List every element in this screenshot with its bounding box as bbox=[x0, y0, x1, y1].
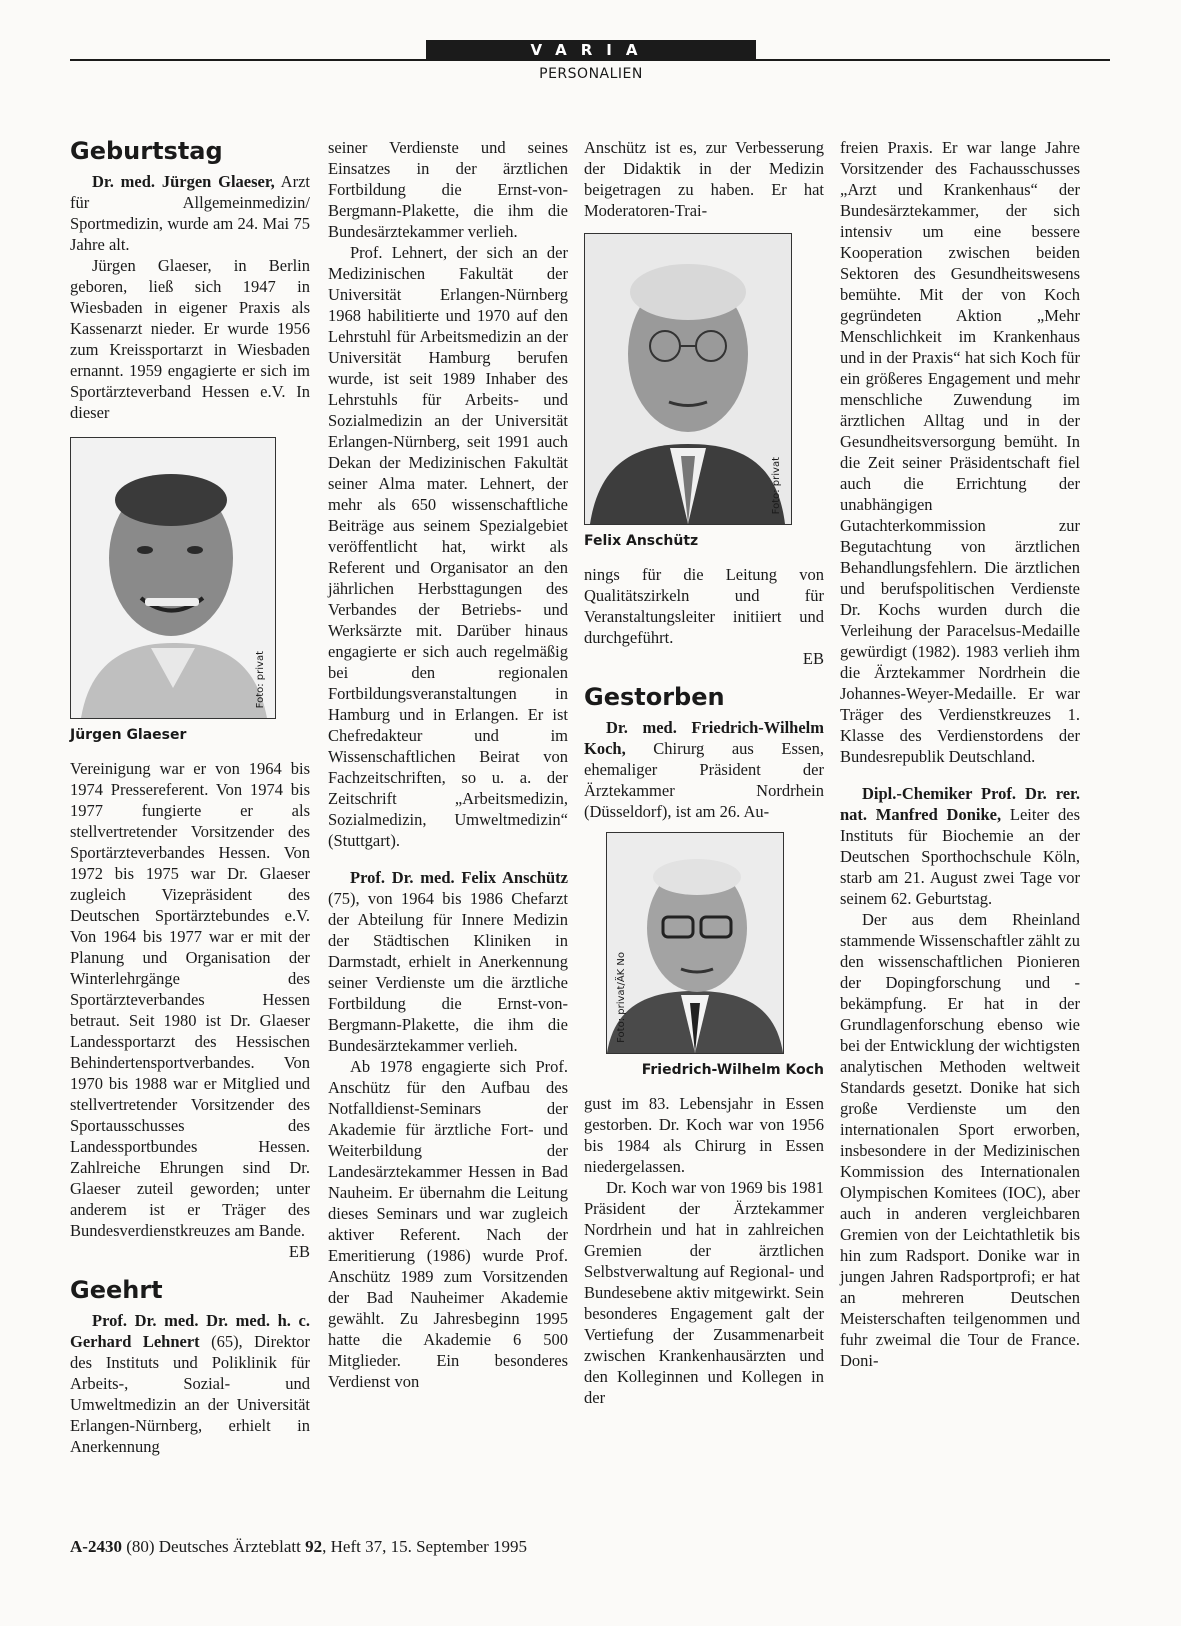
portrait-anschuetz bbox=[585, 234, 791, 524]
glaeser-paragraph-2: Jürgen Glaeser, in Berlin geboren, ließ sich 1947 in Wiesbaden in eigener Praxis als Kassenarzt nieder. Er wurde 1956 zum Kreissportarzt in Wiesbaden ernannt. 1959 engagierte er sich im Sportärzteverband Hessen e.V. In dieser bbox=[70, 256, 310, 422]
caption-koch: Friedrich-Wilhelm Koch bbox=[641, 1062, 824, 1078]
koch-intro bbox=[584, 717, 824, 822]
photo-anschuetz bbox=[584, 233, 792, 525]
lehnert-intro bbox=[70, 1310, 310, 1457]
author-eb: EB bbox=[288, 1242, 310, 1261]
photo-glaeser bbox=[70, 437, 276, 719]
anschuetz-name: Prof. Dr. med. Felix Anschütz bbox=[350, 868, 568, 887]
column-1 bbox=[70, 137, 310, 1457]
lehnert-paragraph-1: seiner Verdienste und seines Einsatzes in der ärztlichen Fortbildung die Ernst-von-Bergmann-Plakette, die ihm die Bundesärztekammer verlieh. bbox=[328, 138, 568, 241]
photo-credit-anschuetz: Foto: privat bbox=[771, 456, 782, 514]
glaeser-intro-text: Arzt für Allgemeinmedizin/ Sportmedizin, wurde am 24. Mai 75 Jahre alt. bbox=[70, 172, 310, 254]
photo-credit-glaeser: Foto: privat bbox=[255, 650, 266, 708]
photo-koch bbox=[606, 832, 784, 1054]
anschuetz-paragraph-3: Anschütz ist es, zur Verbesserung der Didaktik in der Medizin beigetragen zu haben. Er hat Moderatoren-Trai- bbox=[584, 138, 824, 220]
donike-intro bbox=[840, 783, 1080, 909]
anschuetz-intro bbox=[328, 867, 568, 1056]
issue-suffix: , Heft 37, 15. September 1995 bbox=[322, 1537, 528, 1556]
column-4 bbox=[840, 137, 1080, 1371]
author-eb-2: EB bbox=[802, 649, 824, 668]
glaeser-intro bbox=[70, 171, 310, 255]
issue-prefix: (80) Deutsches Ärzteblatt bbox=[126, 1537, 306, 1556]
lehnert-name: Prof. Dr. med. Dr. med. h. c. Gerhard Lehnert bbox=[70, 1311, 310, 1351]
anschuetz-paragraph-4-text: nings für die Leitung von Qualitätszirkeln und für Veranstaltungsleiter initiiert und durchgeführt. bbox=[584, 565, 824, 647]
koch-paragraph-3: Dr. Koch war von 1969 bis 1981 Präsident der Ärztekammer Nordrhein und hat in zahlreichen Gremien der ärztlichen Selbstverwaltung auf Regional- und Bundesebene aktiv mitgewirkt. Sein besonderes Engagement galt der Vertiefung der Zusammenarbeit zwischen Krankenhausärzten und den Kolleginnen und Kollegen in der bbox=[584, 1178, 824, 1407]
koch-name: Dr. med. Friedrich-Wilhelm Koch, bbox=[584, 718, 824, 758]
koch-paragraph-4: freien Praxis. Er war lange Jahre Vorsitzender des Fachausschusses „Arzt und Krankenhaus“ der Bundesärztekammer, der sich intensiv um eine bessere Kooperation zwischen beiden Sektoren des Gesundheitswesens bemühte. Mit der von Koch gegründeten Aktion „Mehr Menschlichkeit im Krankenhaus und in der Praxis“ hat sich Koch für ein größeres Engagement und mehr menschliche Zuwendung im ärztlichen Alltag und in der Gesundheitsversorgung bemüht. In die Zeit seiner Präsidentschaft fiel auch die Errichtung der unabhängigen Gutachterkommission zur Begutachtung von ärztlichen Behandlungsfehlern. Die ärztlichen und berufspolitischen Verdienste Dr. Kochs wurden durch die Verleihung der Paracelsus-Medaille gewürdigt (1982). 1983 verlieh ihm die Ärztekammer Nordrhein die Johannes-Weyer-Medaille. Er war Träger des Verdienstkreuzes 1. Klasse des Verdienstordens der Bundesrepublik Deutschland. bbox=[840, 138, 1080, 766]
heading-geburtstag: Geburtstag bbox=[70, 137, 223, 165]
volume-number: 92 bbox=[305, 1537, 323, 1556]
page-number: A-2430 bbox=[70, 1537, 122, 1556]
column-2 bbox=[328, 137, 568, 1392]
header-rule bbox=[70, 59, 1110, 61]
koch-intro-text: Chirurg aus Essen, ehemaliger Präsident der Ärztekammer Nordrhein (Düsseldorf), ist am 26. Au- bbox=[584, 739, 824, 821]
portrait-glaeser bbox=[71, 438, 275, 718]
donike-name: Dipl.-Chemiker Prof. Dr. rer. nat. Manfred Donike, bbox=[840, 784, 1080, 824]
glaeser-paragraph-3-text: Vereinigung war er von 1964 bis 1974 Pressereferent. Von 1974 bis 1977 fungierte er als stellvertretender Vorsitzender des Sportärzteverbandes Hessen. Von 1972 bis 1975 war Dr. Glaeser zugleich Vizepräsident des Deutschen Sportärztebundes e.V. Von 1964 bis 1977 war er mit der Planung und Organisation der Winterlehrgänge des Sportärzteverbandes Hessen betraut. Seit 1980 ist Dr. Glaeser Landessportarzt des Hessischen Behindertensportverbandes. Von 1970 bis 1988 war er Mitglied und stellvertretender Vorsitzender des Sportausschusses des Landessportbundes Hessen. Zahlreiche Ehrungen sind Dr. Glaeser zuteil geworden; unter anderem ist er Träger des Bundesverdienstkreuzes am Bande. bbox=[70, 759, 310, 1240]
anschuetz-intro-text: (75), von 1964 bis 1986 Chefarzt der Abteilung für Innere Medizin der Städtischen Kliniken in Darmstadt, erhielt in Anerkennung seiner Verdienste um die ärztliche Fortbildung die Ernst-von-Bergmann-Plakette, die ihm die Bundesärztekammer verlieh. bbox=[328, 889, 568, 1055]
column-3 bbox=[584, 137, 824, 1408]
donike-intro-text: Leiter des Instituts für Biochemie an der Deutschen Sporthochschule Köln, starb am 21. August zwei Tage vor seinem 62. Geburtstag. bbox=[840, 805, 1081, 908]
caption-anschuetz: Felix Anschütz bbox=[584, 533, 699, 549]
caption-glaeser: Jürgen Glaeser bbox=[70, 727, 187, 743]
anschuetz-paragraph-2: Ab 1978 engagierte sich Prof. Anschütz für den Aufbau des Notfalldienst-Seminars der Akademie für ärztliche Fort- und Weiterbildung der Landesärztekammer Hessen in Bad Nauheim. Er übernahm die Leitung dieses Seminars und war zugleich aktiver Referent. Nach der Emeritierung (1986) wurde Prof. Anschütz 1989 zum Vorsitzenden der Bad Nauheimer Akademie gewählt. Zu Jahresbeginn 1995 hatte die Akademie 6 500 Mitglieder. Ein besonderes Verdienst von bbox=[328, 1057, 568, 1391]
donike-paragraph-2: Der aus dem Rheinland stammende Wissenschaftler zählt zu den wissenschaftlichen Pionieren der Dopingforschung und -bekämpfung. Er hat in der Grundlagenforschung ebenso wie bei der Entwicklung der wichtigsten analytischen Methoden weltweit Standards gesetzt. Donike hat sich große Verdienste um den internationalen Sport erworben, insbesondere in der Medizinischen Kommission des Internationalen Olympischen Komitees (IOC), aber auch in anderen vergleichbaren Gremien von der Leichtathletik bis hin zum Radsport. Donike war in jungen Jahren Radsportprofi; er hat an mehreren Deutschen Meisterschaften teilgenommen und fuhr zweimal die Tour de France. Doni- bbox=[840, 910, 1080, 1370]
photo-credit-koch: Foto: privat/ÄK No bbox=[616, 952, 627, 1043]
heading-geehrt: Geehrt bbox=[70, 1276, 163, 1304]
anschuetz-paragraph-4 bbox=[584, 564, 824, 669]
lehnert-intro-text: (65), Direktor des Instituts und Poliklinik für Arbeits-, Sozial- und Umweltmedizin an der Universität Erlangen-Nürnberg, erhielt in Anerkennung bbox=[70, 1332, 311, 1456]
portrait-koch bbox=[607, 833, 783, 1053]
glaeser-name: Dr. med. Jürgen Glaeser, bbox=[92, 172, 275, 191]
heading-gestorben: Gestorben bbox=[584, 683, 725, 711]
koch-paragraph-2: gust im 83. Lebensjahr in Essen gestorben. Dr. Koch war von 1956 bis 1984 als Chirurg in Essen niedergelassen. bbox=[584, 1094, 824, 1176]
varia-header: VARIA bbox=[426, 40, 756, 60]
page-footer bbox=[70, 1537, 527, 1557]
glaeser-paragraph-3 bbox=[70, 758, 310, 1262]
section-label: PERSONALIEN bbox=[539, 66, 643, 82]
lehnert-paragraph-2: Prof. Lehnert, der sich an der Medizinischen Fakultät der Universität Erlangen-Nürnberg 1968 habilitierte und 1970 auf den Lehrstuhl für Arbeitsmedizin an der Universität Hamburg berufen wurde, ist seit 1989 Inhaber des Lehrstuhls für Arbeits- und Sozialmedizin an der Universität Erlangen-Nürnberg, seit 1991 auch Dekan der Medizinischen Fakultät seiner Alma mater. Lehnert, der mehr als 650 wissenschaftliche Beiträge aus seinem Spezialgebiet veröffentlicht hat, wirkt als Referent und Organisator an den jährlichen Herbsttagungen des Verbandes der Betriebs- und Werksärzte mit. Darüber hinaus engagierte er sich auch regelmäßig bei den regionalen Fortbildungsveranstaltungen in Hamburg und in Erlangen. Er ist Chefredakteur und im Wissenschaftlichen Beirat von Fachzeitschriften, so u. a. der Zeitschrift „Arbeitsmedizin, Sozialmedizin, Umweltmedizin“ (Stuttgart). bbox=[328, 243, 568, 850]
